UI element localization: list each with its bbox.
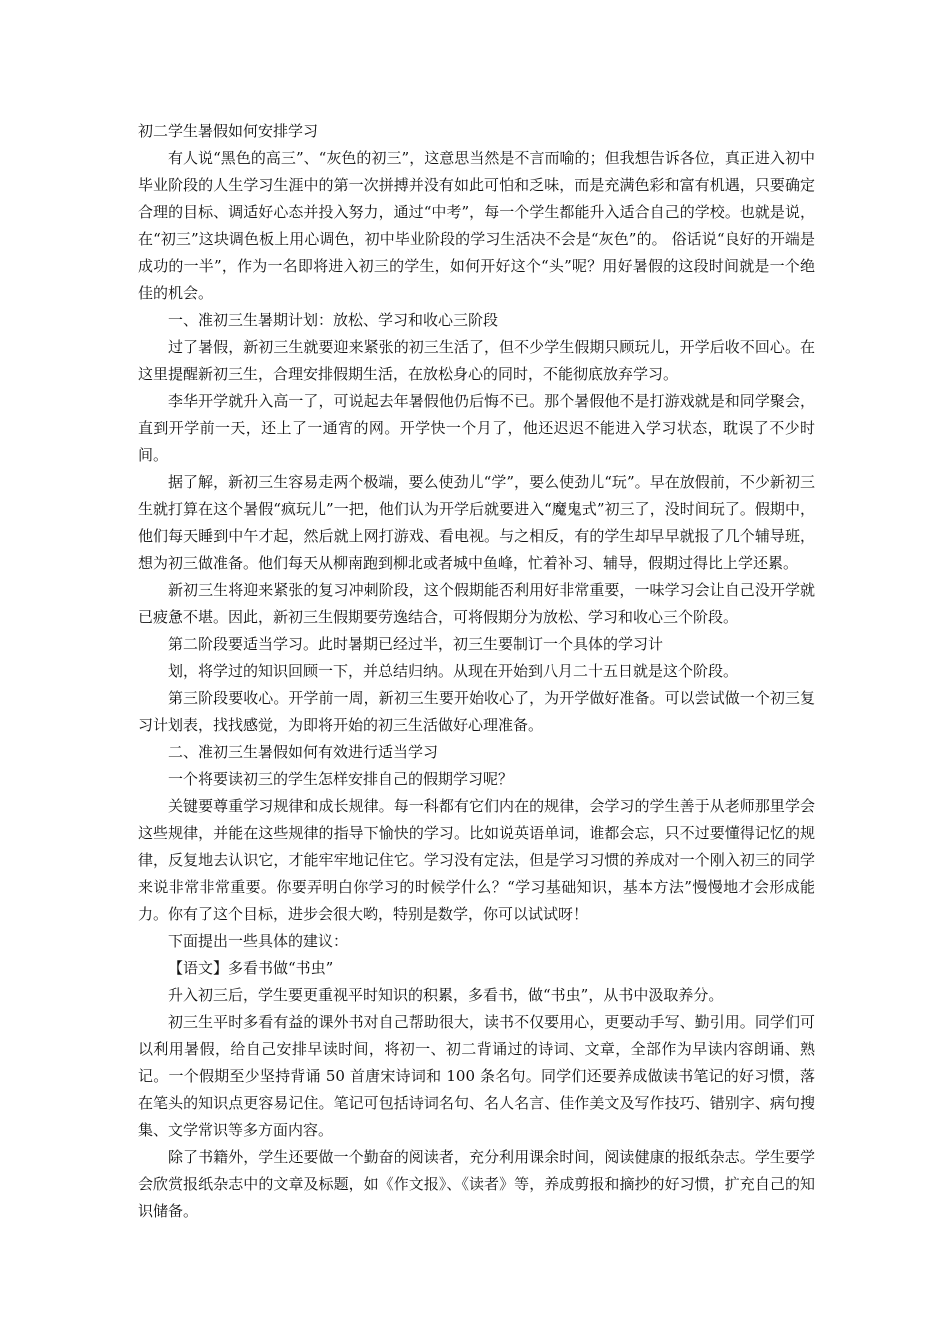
- intro-paragraph: 有人说“黑色的高三”、“灰色的初三”，这意思当然是不言而喻的；但我想告诉各位，真正进入初中毕业阶段的人生学习生涯中的第一次拼搏并没有如此可怕和乏味，而是充满色彩和富有机遇，只要确定合理的目标、调适好心态并投入努力，通过“中考”，每一个学生都能升入适合自己的学校。也就是说，在“初三”这块调色板上用心调色，初中毕业阶段的学习生活决不会是“灰色”的。 俗话说“良好的开端是成功的一半”，作为一名即将进入初三的学生，如何开好这个“头”呢？用好暑假的这段时间就是一个绝佳的机会。: [138, 149, 815, 302]
- paragraph: 除了书籍外，学生还要做一个勤奋的阅读者，充分利用课余时间，阅读健康的报纸杂志。学生要学会欣赏报纸杂志中的文章及标题，如《作文报》、《读者》等，养成剪报和摘抄的好习惯，扩充自己的知识储备。: [138, 1148, 815, 1220]
- subject-heading-chinese: 【语文】多看书做“书虫”: [168, 959, 334, 977]
- paragraph: 一个将要读初三的学生怎样安排自己的假期学习呢？: [168, 770, 514, 788]
- paragraph: 第二阶段要适当学习。此时暑期已经过半，初三生要制订一个具体的学习计: [168, 635, 664, 653]
- paragraph: 划，将学过的知识回顾一下，并总结归纳。从现在开始到八月二十五日就是这个阶段。: [168, 662, 739, 680]
- paragraph: 初三生平时多看有益的课外书对自己帮助很大，读书不仅要用心，更要动手写、勤引用。同学们可以利用暑假，给自己安排早读时间，将初一、初二背诵过的诗词、文章，全部作为早读内容朗诵、熟记。一个假期至少坚持背诵 50 首唐宋诗词和 100 条名句。同学们还要养成做读书笔记的好习惯，落在笔头的知识点更容易记住。笔记可包括诗词名句、名人名言、佳作美文及写作技巧、错别字、病句搜集、文学常识等多方面内容。: [138, 1013, 815, 1139]
- paragraph: 下面提出一些具体的建议：: [168, 932, 349, 950]
- paragraph: 李华开学就升入高一了，可说起去年暑假他仍后悔不已。那个暑假他不是打游戏就是和同学聚会，直到开学前一天，还上了一通宵的网。开学快一个月了，他还迟迟不能进入学习状态，耽误了不少时间。: [138, 392, 815, 464]
- paragraph: 据了解，新初三生容易走两个极端，要么使劲儿“学”，要么使劲儿“玩”。早在放假前，不少新初三生就打算在这个暑假“疯玩儿”一把，他们认为开学后就要进入“魔鬼式”初三了，没时间玩了。假期中，他们每天睡到中午才起，然后就上网打游戏、看电视。与之相反，有的学生却早早就报了几个辅导班，想为初三做准备。他们每天从柳南跑到柳北或者城中鱼峰，忙着补习、辅导，假期过得比上学还累。: [138, 473, 815, 572]
- paragraph: 新初三生将迎来紧张的复习冲刺阶段，这个假期能否利用好非常重要，一味学习会让自己没开学就已疲惫不堪。因此，新初三生假期要劳逸结合，可将假期分为放松、学习和收心三个阶段。: [138, 581, 815, 626]
- paragraph: 第三阶段要收心。开学前一周，新初三生要开始收心了，为开学做好准备。可以尝试做一个初三复习计划表，找找感觉，为即将开始的初三生活做好心理准备。: [138, 689, 815, 734]
- section-heading-1: 一、准初三生暑期计划：放松、学习和收心三阶段: [168, 311, 499, 329]
- document-title: 初二学生暑假如何安排学习: [138, 122, 319, 140]
- document-body: [138, 118, 815, 1225]
- paragraph: 升入初三后，学生要更重视平时知识的积累，多看书，做“书虫”，从书中汲取养分。: [168, 986, 724, 1004]
- paragraph: 关键要尊重学习规律和成长规律。每一科都有它们内在的规律，会学习的学生善于从老师那里学会这些规律，并能在这些规律的指导下愉快的学习。比如说英语单词，谁都会忘，只不过要懂得记忆的规律，反复地去认识它，才能牢牢地记住它。学习没有定法，但是学习习惯的养成对一个刚入初三的同学来说非常非常重要。你要弄明白你学习的时候学什么？“学习基础知识，基本方法”慢慢地才会形成能力。你有了这个目标，进步会很大哟，特别是数学，你可以试试呀！: [138, 797, 815, 923]
- paragraph: 过了暑假，新初三生就要迎来紧张的初三生活了，但不少学生假期只顾玩儿，开学后收不回心。在这里提醒新初三生，合理安排假期生活，在放松身心的同时，不能彻底放弃学习。: [138, 338, 815, 383]
- section-heading-2: 二、准初三生暑假如何有效进行适当学习: [168, 743, 439, 761]
